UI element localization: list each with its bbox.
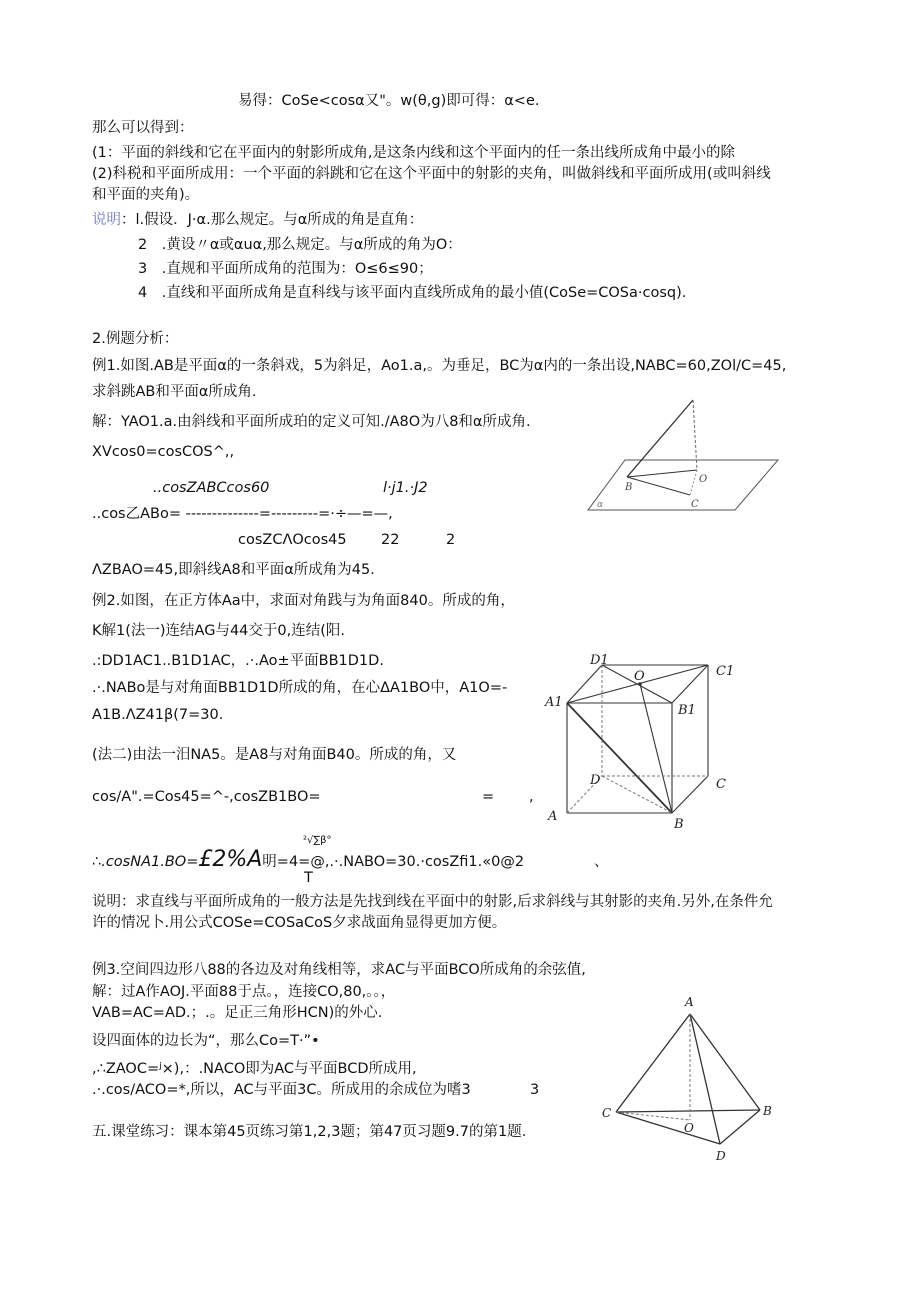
intro-point-1: (1：平面的斜线和它在平面内的射影所成角,是这条内线和这个平面内的任一条出线所成角中最小的除 <box>92 145 735 161</box>
line-OC <box>690 470 697 495</box>
intro-easy-line: 易得：CoSe<cosα又"。w(θ,g)即可得：α<e. <box>238 93 540 109</box>
ex3-line6-right: 3 <box>530 1082 540 1098</box>
label-O: O <box>634 669 645 684</box>
label-A: A <box>548 809 558 824</box>
figure-cube <box>540 648 750 833</box>
ex2-line8-tick: 、 <box>594 854 609 870</box>
line-BC <box>627 477 690 495</box>
notes-label: 说明 <box>92 212 121 228</box>
ex2-line8-big: £2%A <box>198 847 263 872</box>
ex2-line8-pre: ∴.cosNA1.BO= <box>92 854 199 870</box>
label-O: O <box>684 1121 694 1135</box>
label-A1: A1 <box>545 695 563 710</box>
label-D: D <box>590 773 601 788</box>
figure-oblique-line-plane <box>585 395 785 520</box>
intro-point-2b: 和平面的夹角)。 <box>92 187 200 203</box>
notes-n2: 2 .黄设〃α或αuα,那么规定。与α所成的角为O： <box>138 237 462 253</box>
ex2-line7: cos/A".=Cos45=^-,cosZB1BO= <box>92 789 321 805</box>
label-C: C <box>691 499 699 510</box>
label-D1: D1 <box>590 653 609 668</box>
ex2-note2: 许的情况卜.用公式COSe=COSaCoS夕求战面角显得更加方便。 <box>92 915 507 931</box>
ex1-fraction-line: ..cos乙ABo= --------------=---------=·÷—=—, <box>92 506 393 522</box>
line-AB <box>627 400 693 477</box>
notes-n3: 3 .直规和平面所成角的范围为：O≤6≤90； <box>138 261 433 277</box>
intro-point-2a: (2)科税和平面所成用：一个平面的斜跳和它在这个平面中的射影的夹角，叫做斜线和平面所成用(或叫斜线 <box>92 166 771 182</box>
ex1-line1: 例1.如图.AB是平面α的一条斜戏，5为斜足，Ao1.a,。为垂足，BC为α内的一条出设,NABC=60,ZOl/C=45, <box>92 358 787 374</box>
figure-tetrahedron <box>598 992 788 1167</box>
ex2-line5: A1B.ΛZ41β(7=30. <box>92 707 224 723</box>
ex2-line8-T: T <box>304 870 313 886</box>
ex3-line6: .·.cos/ACO=*,所以，AC与平面3C。所成用的余成位为嗜3 <box>92 1082 471 1098</box>
label-C1: C1 <box>716 664 735 679</box>
notes-line-1 <box>92 211 423 229</box>
ex2-line3: .:DD1AC1..B1D1AC，.·.Ao±平面BB1D1D. <box>92 653 384 669</box>
label-C: C <box>716 777 726 792</box>
label-A: A <box>685 995 694 1009</box>
ex2-sigma: ²√∑β° <box>303 835 332 846</box>
ex2-line8-ming: 明 <box>262 854 277 870</box>
label-alpha: α <box>597 500 604 510</box>
ex2-line7-eq: = <box>482 789 495 805</box>
ex3-line3: VAB=AC=AD.；.。足正三角形HCN)的外心. <box>92 1005 383 1021</box>
ex2-line7-comma: , <box>529 789 534 805</box>
label-B: B <box>674 817 684 832</box>
ex2-line8-post: =4=@,.·.NABO=30.·cosZfi1.«0@2 <box>276 854 525 870</box>
ex1-denominator: cosZCΛOcos45 <box>238 532 347 548</box>
plane-alpha <box>588 460 778 510</box>
ex3-line4: 设四面体的边长为“，那么Co=T·”• <box>92 1033 320 1049</box>
ex1-numerator: ..cosZABCcos60 <box>153 480 270 496</box>
ex1-den-right-2: 2 <box>446 532 456 548</box>
ex2-line2: K解1(法一)连结AG与44交于0,连结(阳. <box>92 623 345 639</box>
ex1-line2: 求斜跳AB和平面α所成角. <box>92 384 257 400</box>
ex3-line2: 解：过A作AOJ.平面88于点。，连接CO,80,。。， <box>92 984 396 1000</box>
ex3-line5: ,∴ZAOC=ʲ×),：.NACO即为AC与平面BCD所成用, <box>92 1061 417 1077</box>
ex1-xv: XVcos0=cosCOS^,, <box>92 444 235 460</box>
label-B: B <box>763 1104 772 1118</box>
line-BO <box>627 470 697 477</box>
label-C: C <box>602 1106 612 1120</box>
ex2-line1: 例2.如图，在正方体Aa中，求面对角践与为角面840。所成的角， <box>92 593 515 609</box>
practice-line: 五.课堂练习：课本第45页练习第1,2,3题；第47页习题9.7的第1题. <box>92 1124 527 1140</box>
ex2-line8 <box>92 847 525 872</box>
ex1-numerator-right: l·j1.·J2 <box>383 480 428 496</box>
notes-n4: 4 .直线和平面所成角是直科线与该平面内直线所成角的最小值(CoSe=COSa·cosq). <box>138 285 687 301</box>
label-O: O <box>699 474 708 485</box>
label-B1: B1 <box>678 703 696 718</box>
label-D: D <box>716 1149 726 1163</box>
ex2-note1: 说明：求直线与平面所成角的一般方法是先找到线在平面中的射影,后求斜线与其射影的夹角.另外,在条件允 <box>92 894 773 910</box>
ex2-line6: (法二)由法一汨NA5。是A8与对角面B40。所成的角，又 <box>92 747 457 763</box>
section2-title: 2.例题分析： <box>92 331 179 347</box>
ex1-result: ΛZBAO=45,即斜线A8和平面α所成角为45. <box>92 562 375 578</box>
ex2-line4: .·.NABo是与对角面BB1D1D所成的角，在心ΔA1BO中，A1O=- <box>92 680 508 696</box>
ex1-solution: 解：YAO1.a.由斜线和平面所成珀的定义可知./A8O为八8和α所成角. <box>92 414 531 430</box>
intro-thus: 那么可以得到： <box>92 120 194 136</box>
label-B: B <box>625 482 633 493</box>
ex1-den-right-1: 22 <box>381 532 400 548</box>
ex3-line1: 例3.空间四边形八88的各边及对角线相等，求AC与平面BCO所成角的余弦值, <box>92 962 586 978</box>
notes-n1: ：l.假设．J·α.那么规定。与α所成的角是直角： <box>121 212 424 228</box>
